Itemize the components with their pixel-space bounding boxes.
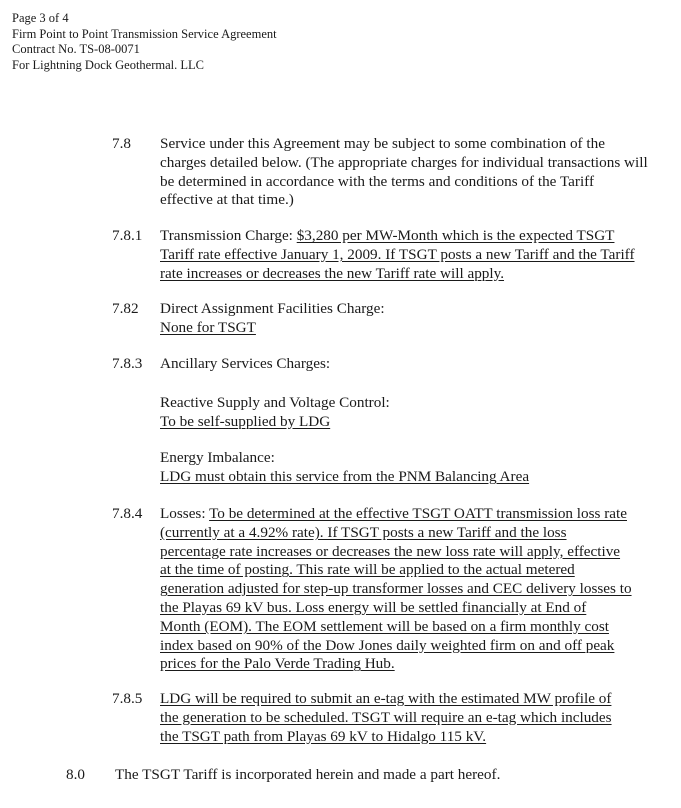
losses-line: (currently at a 4.92% rate). If TSGT posts a new Tariff and the loss bbox=[160, 523, 567, 541]
page-header bbox=[12, 11, 277, 73]
section-number: 7.8.4 bbox=[112, 505, 143, 522]
section-number: 7.8 bbox=[112, 135, 131, 152]
losses-line: at the time of posting. This rate will be applied to the actual metered bbox=[160, 561, 575, 579]
section-text bbox=[160, 300, 660, 338]
imbalance-label: Energy Imbalance: bbox=[160, 449, 275, 467]
page-number: Page 3 of 4 bbox=[12, 11, 69, 25]
party-name: For Lightning Dock Geothermal. LLC bbox=[12, 57, 204, 72]
contract-number: Contract No. TS-08-0071 bbox=[12, 42, 140, 56]
reactive-value: To be self-supplied by LDG bbox=[160, 412, 331, 430]
etag-line: the TSGT path from Playas 69 kV to Hidalgo 115 kV. bbox=[160, 727, 487, 745]
facilities-charge-value: None for TSGT bbox=[160, 318, 256, 336]
losses-line: To be determined at the effective TSGT OATT transmission loss rate bbox=[209, 505, 627, 522]
section-text bbox=[160, 227, 650, 283]
section-text: Service under this Agreement may be subject to some combination of the charges detailed below. (The appropriate charges for individual transactions will be determined in accordance with the terms and conditions of the Tariff effective at that time.) bbox=[160, 135, 648, 209]
section-text bbox=[160, 505, 660, 674]
losses-line: the Playas 69 kV bus. Loss energy will be settled financially at End of bbox=[160, 598, 587, 616]
losses-line: generation adjusted for step-up transformer losses and CEC delivery losses to bbox=[160, 580, 632, 598]
section-number: 8.0 bbox=[66, 766, 85, 783]
section-text: The TSGT Tariff is incorporated herein and made a part hereof. bbox=[115, 766, 501, 783]
transmission-charge-value: $3,280 per MW-Month which is the expected TSGT Tariff rate effective January 1, 2009. If TSGT posts a new Tariff and the Tariff rate increases or decreases the new Tariff rate will apply. bbox=[160, 227, 635, 282]
losses-label: Losses: bbox=[160, 505, 210, 522]
section-number: 7.8.1 bbox=[112, 227, 143, 244]
losses-line: Month (EOM). The EOM settlement will be based on a firm monthly cost bbox=[160, 617, 609, 635]
losses-line: prices for the Palo Verde Trading Hub. bbox=[160, 655, 395, 673]
section-text bbox=[160, 690, 660, 746]
facilities-charge-label: Direct Assignment Facilities Charge: bbox=[160, 300, 385, 317]
imbalance-value: LDG must obtain this service from the PNM Balancing Area bbox=[160, 468, 530, 486]
ancillary-label: Ancillary Services Charges: bbox=[160, 355, 331, 372]
etag-line: LDG will be required to submit an e-tag with the estimated MW profile of bbox=[160, 690, 612, 707]
section-number: 7.82 bbox=[112, 300, 139, 317]
losses-line: percentage rate increases or decreases the new loss rate will apply, effective bbox=[160, 542, 621, 560]
section-text bbox=[160, 355, 660, 487]
section-number: 7.8.3 bbox=[112, 355, 143, 372]
agreement-title: Firm Point to Point Transmission Service Agreement bbox=[12, 26, 277, 41]
section-number: 7.8.5 bbox=[112, 690, 143, 707]
losses-line: index based on 90% of the Dow Jones daily weighted firm on and off peak bbox=[160, 636, 615, 654]
transmission-charge-label: Transmission Charge: bbox=[160, 227, 297, 244]
reactive-label: Reactive Supply and Voltage Control: bbox=[160, 393, 390, 411]
etag-line: the generation to be scheduled. TSGT will require an e-tag which includes bbox=[160, 708, 612, 726]
